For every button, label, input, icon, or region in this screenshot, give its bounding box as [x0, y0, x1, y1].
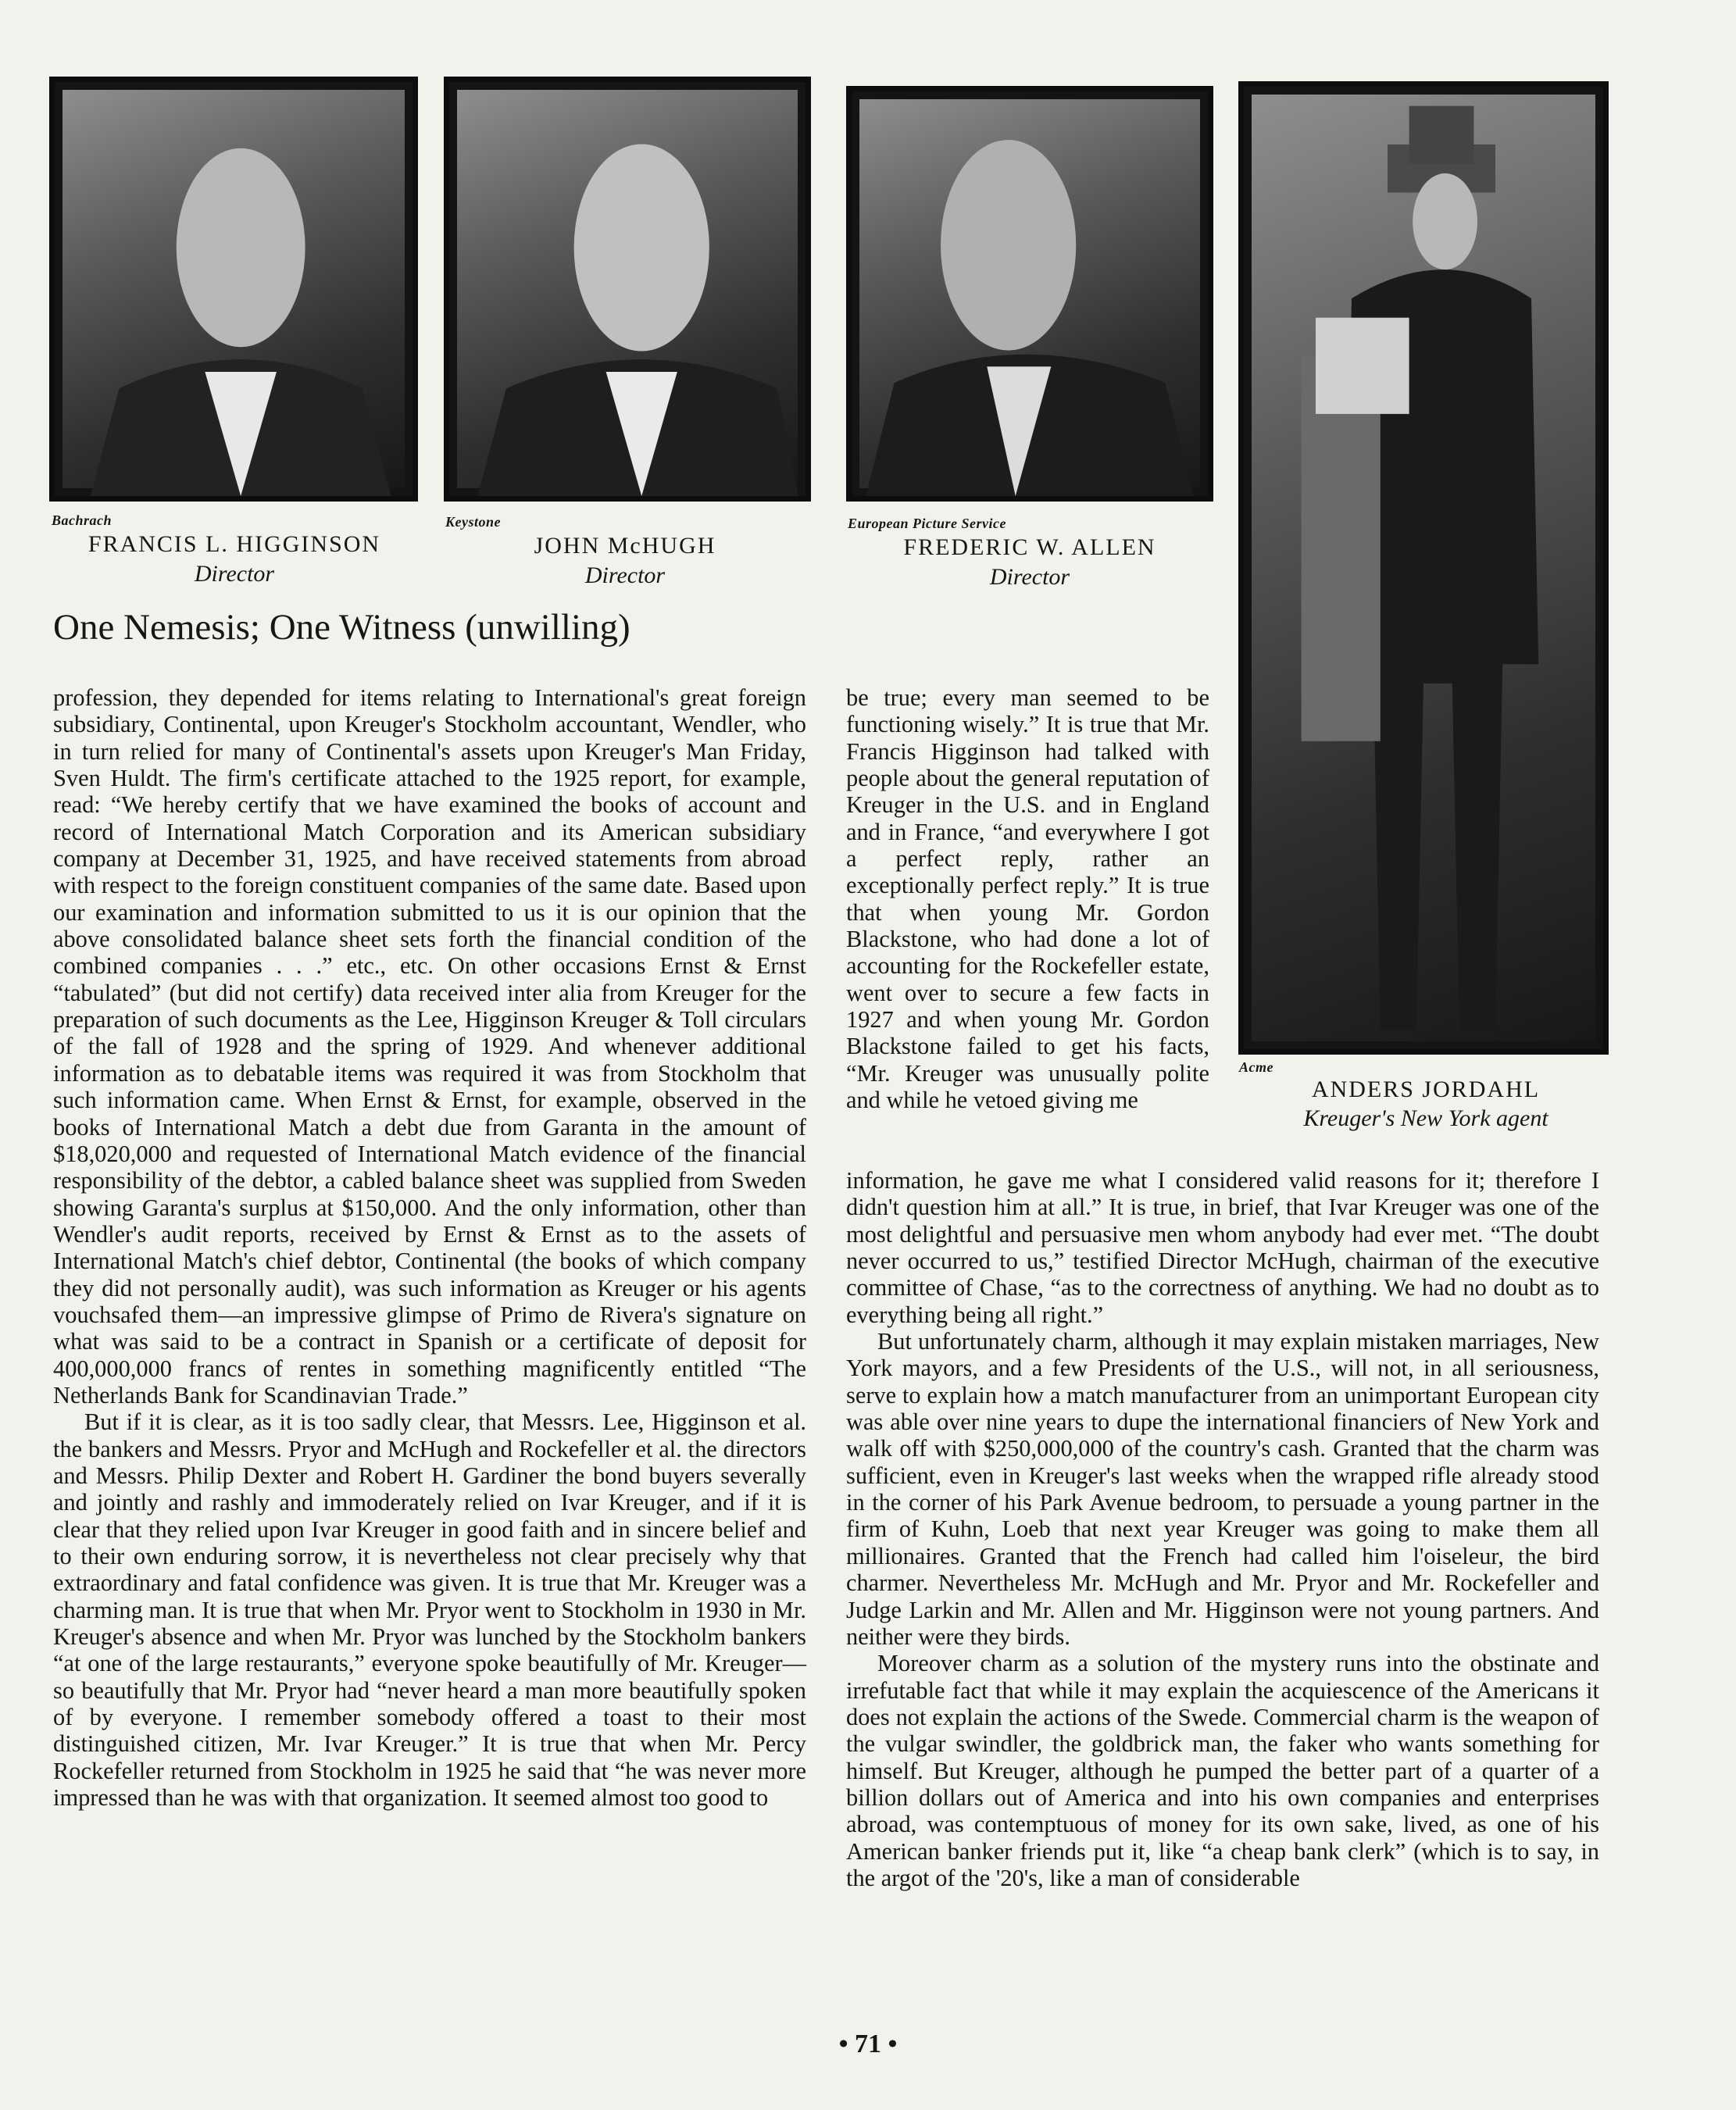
- paragraph: be true; every man seemed to be functioning wisely.” It is true that Mr. Francis Higginson had talked with people about the general reputation of Kreuger in the U.S. and in England and in France, “and everywhere I got a perfect reply, rather an exceptionally perfect reply.” It is true that when young Mr. Gordon Blackstone, who had done a lot of accounting for the Rockefeller estate, went over to secure a few facts in 1927 and when young Mr. Gordon Blackstone failed to get his facts, “Mr. Kreuger was unusually polite and while he vetoed giving me: [846, 684, 1209, 1114]
- caption-role: Director: [584, 562, 666, 588]
- photo-credit: Acme: [1239, 1059, 1273, 1075]
- article-headline: One Nemesis; One Witness (unwilling): [53, 607, 630, 648]
- caption-role: Director: [989, 564, 1070, 590]
- paragraph: information, he gave me what I considered valid reasons for it; therefore I didn't question him at all.” It is true, in brief, that Ivar Kreuger was one of the most delightful and persuasive men whom anybody had ever met. “The doubt never occurred to us,” testified Director McHugh, chairman of the executive committee of Chase, “as to the correctness of anything. We had no doubt as to everything being all right.”: [846, 1167, 1599, 1328]
- paragraph: But unfortunately charm, although it may explain mistaken marriages, New York mayors, and a few Presidents of the U.S., will not, in all seriousness, serve to explain how a match manufacturer from an unimportant European city was able over nine years to dupe the international financiers of New York and walk off with $250,000,000 of the country's cash. Granted that the charm was sufficient, even in Kreuger's last weeks when the wrapped rifle already stood in the corner of his Park Avenue bedroom, to persuade a young partner in the firm of Kuhn, Loeb that next year Kreuger was going to make them all millionaires. Granted that the French had called him l'oiseleur, the bird charmer. Nevertheless Mr. McHugh and Mr. Pryor and Mr. Rockefeller and Judge Larkin and Mr. Allen and Mr. Higginson were not young partners. And neither were they birds.: [846, 1328, 1599, 1650]
- portrait-photo-icon: [449, 82, 805, 496]
- caption-name: ANDERS JORDAHL: [1311, 1076, 1541, 1102]
- article-column-right-narrow: [846, 684, 1209, 1114]
- photo-higginson: [49, 77, 418, 502]
- photo-allen: [846, 86, 1213, 502]
- article-column-left: [53, 684, 806, 1811]
- paragraph: Moreover charm as a solution of the mystery runs into the obstinate and irrefutable fact that while it may explain the acquiescence of the Americans it does not explain the actions of the Swede. Commercial charm is the weapon of the vulgar swindler, the goldbrick man, the faker who wants something for himself. But Kreuger, although he pumped the better part of a quarter of a billion dollars out of America and into his own companies and enterprises abroad, was contemptuous of money for its own sake, lived, as one of his American banker friends put it, like “a cheap bank clerk” (which is to say, in the argot of the '20's, like a man of considerable: [846, 1650, 1599, 1891]
- article-column-right-wide: [846, 1167, 1599, 1891]
- caption-role: Director: [194, 561, 275, 587]
- caption-name: FREDERIC W. ALLEN: [903, 534, 1156, 560]
- photo-credit: European Picture Service: [848, 516, 1006, 531]
- photo-jordahl: [1238, 81, 1609, 1055]
- portrait-photo-icon: [852, 91, 1208, 496]
- photo-credit: Bachrach: [52, 512, 113, 528]
- paragraph: profession, they depended for items relating to International's great foreign subsidiary, Continental, upon Kreuger's Stockholm accountant, Wendler, who in turn relied for many of Continental's assets upon Kreuger's Man Friday, Sven Huldt. The firm's certificate attached to the 1925 report, for example, read: “We hereby certify that we have examined the books of account and record of International Match Corporation and its American subsidiary company at December 31, 1925, and have received statements from abroad with respect to the foreign constituent companies of the same date. Based upon our examination and information submitted to us it is our opinion that the above consolidated balance sheet sets forth the financial condition of the combined companies . . .” etc., etc. On other occasions Ernst & Ernst “tabulated” (but did not certify) data received inter alia from Kreuger for the preparation of such documents as the Lee, Higginson Kreuger & Toll circulars of the fall of 1928 and the spring of 1929. And whenever additional information as to debatable items was required it was from Stockholm that such information came. When Ernst & Ernst, for example, observed in the books of International Match a debt due from Garanta in the amount of $18,020,000 and requested of International Match evidence of the financial responsibility of the debtor, a cabled balance sheet was supplied from Sweden showing Garanta's surplus at $150,000. And the only information, other than Wendler's audit reports, received by Ernst & Ernst as to the assets of International Match's chief debtor, Continental (the books of which company they did not personally audit), was such information as Kreuger or his agents vouchsafed them—an impressive glimpse of Primo de Rivera's signature on what was said to be a contract in Spanish or a certificate of deposit for 400,000,000 francs of rentes in something magnificently entitled “The Netherlands Bank for Scandinavian Trade.”: [53, 684, 806, 1408]
- page-number: • 71 •: [838, 2030, 898, 2058]
- photo-credit: Keystone: [445, 514, 501, 530]
- portrait-photo-icon: [55, 82, 413, 496]
- paragraph: But if it is clear, as it is too sadly clear, that Messrs. Lee, Higginson et al. the bankers and Messrs. Pryor and McHugh and Rockefeller et al. the directors and Messrs. Philip Dexter and Robert H. Gardiner the bond buyers severally and jointly and rashly and immoderately relied on Ivar Kreuger, and if it is clear that they relied upon Ivar Kreuger in good faith and in sincere belief and to their own enduring sorrow, it is nevertheless not clear precisely why that extraordinary and fatal confidence was given. It is true that Mr. Kreuger was a charming man. It is true that when Mr. Pryor went to Stockholm in 1930 in Mr. Kreuger's absence and when Mr. Pryor was lunched by the Stockholm bankers “at one of the large restaurants,” everyone spoke beautifully of Mr. Kreuger—so beautifully that Mr. Pryor had “never heard a man more beautifully spoken of by everyone. I remember somebody offered a toast to their most distinguished citizen, Mr. Ivar Kreuger.” It is true that when Mr. Percy Rockefeller returned from Stockholm in 1925 he said that “he was never more impressed than he was with that organization. It seemed almost too good to: [53, 1408, 806, 1812]
- caption-name: FRANCIS L. HIGGINSON: [88, 531, 381, 557]
- caption-role: Kreuger's New York agent: [1303, 1105, 1548, 1131]
- photo-mchugh: [444, 77, 811, 502]
- standing-man-photo-icon: [1244, 87, 1603, 1049]
- caption-name: JOHN McHUGH: [534, 533, 716, 559]
